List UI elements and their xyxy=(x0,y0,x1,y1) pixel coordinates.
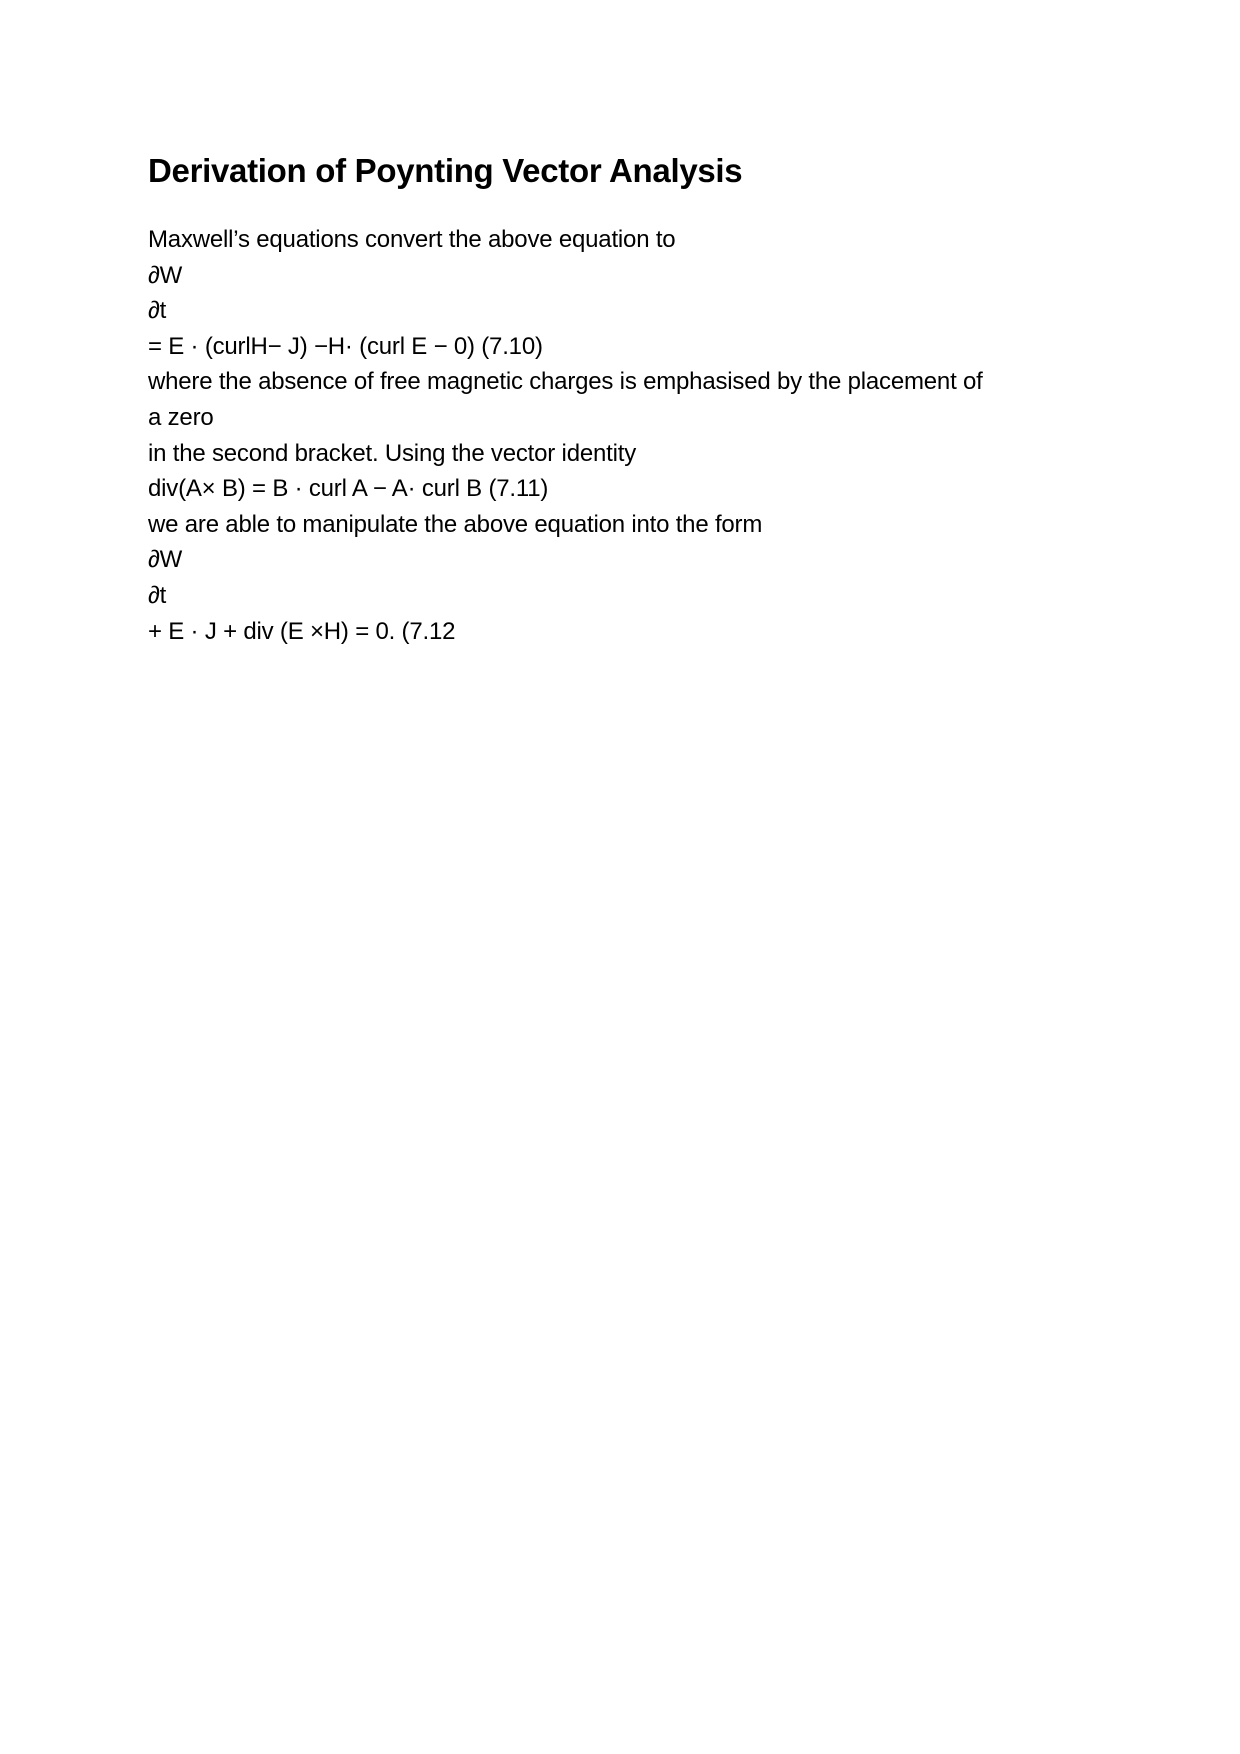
text-line: + E · J + div (E ×H) = 0. (7.12 xyxy=(148,617,456,645)
text-line: a zero xyxy=(148,403,214,431)
text-line: ∂W xyxy=(148,546,183,574)
text-line: Maxwell’s equations convert the above equation to xyxy=(148,226,676,253)
document-body xyxy=(148,222,1108,649)
text-line: div(A× B) = B · curl A − A· curl B (7.11) xyxy=(148,475,549,503)
text-line: = E · (curlH− J) −H· (curl E − 0) (7.10) xyxy=(148,332,543,360)
text-line: we are able to manipulate the above equation into the form xyxy=(148,510,763,538)
text-line: ∂W xyxy=(148,261,183,289)
text-line: in the second bracket. Using the vector identity xyxy=(148,439,637,467)
text-line: ∂t xyxy=(148,297,167,325)
document-title: Derivation of Poynting Vector Analysis xyxy=(148,152,743,189)
text-line: ∂t xyxy=(148,581,167,609)
text-line: where the absence of free magnetic charges is emphasised by the placement of xyxy=(148,368,983,396)
